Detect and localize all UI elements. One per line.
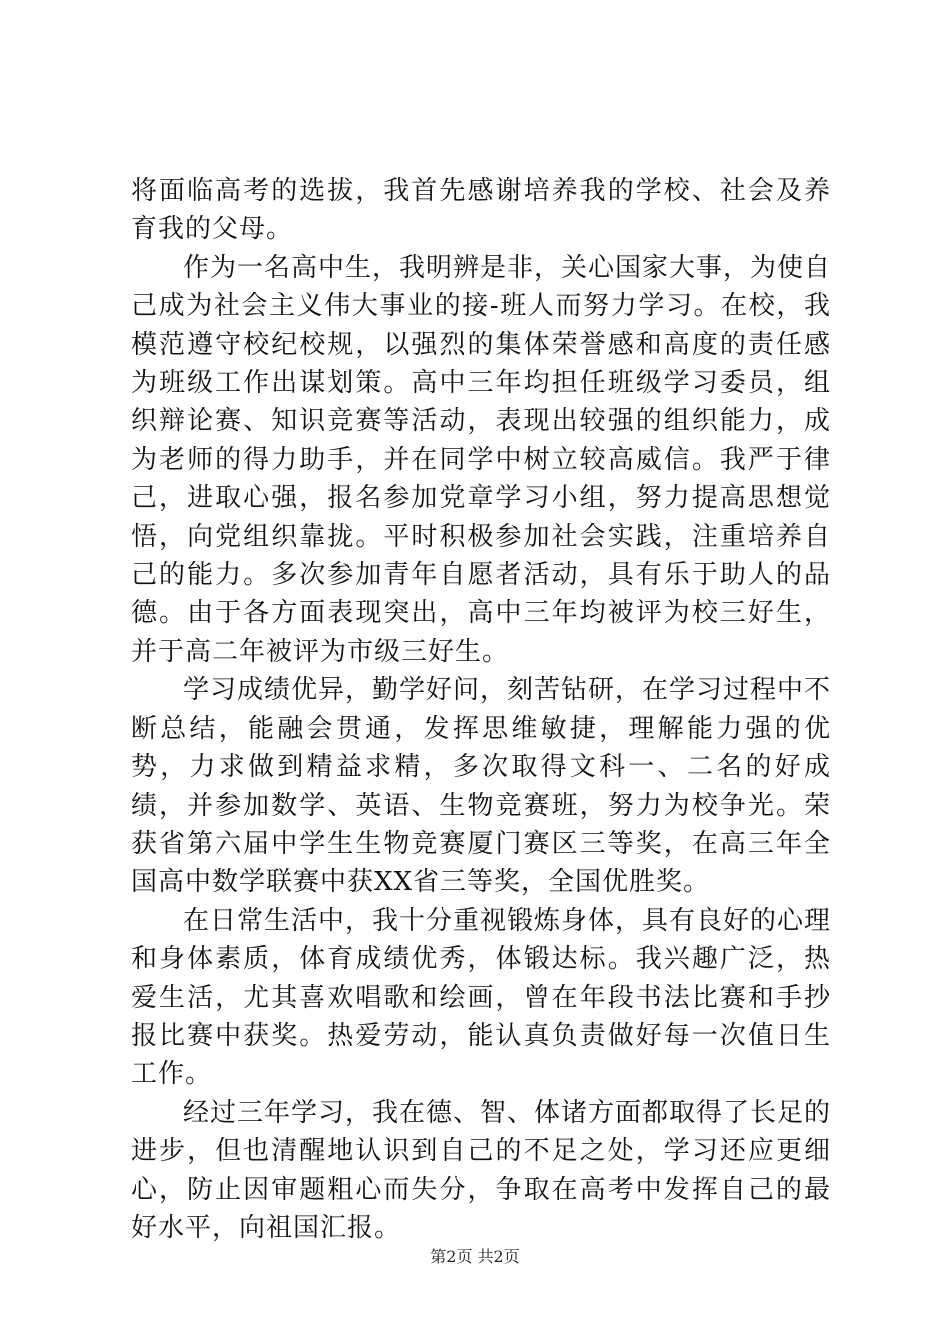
paragraph-2: 作为一名高中生，我明辨是非，关心国家大事，为使自己成为社会主义伟大事业的接-班人而努力学习。在校，我模范遵守校纪校规，以强烈的集体荣誉感和高度的责任感为班级工作出谋划策。高中三年均担任班级学习委员，组织辩论赛、知识竞赛等活动，表现出较强的组织能力，成为老师的得力助手，并在同学中树立较高威信。我严于律己，进取心强，报名参加党章学习小组，努力提高思想觉悟，向党组织靠拢。平时积极参加社会实践，注重培养自己的能力。多次参加青年自愿者活动，具有乐于助人的品德。由于各方面表现突出，高中三年均被评为校三好生，并于高二年被评为市级三好生。 [131,252,832,667]
paragraph-3: 学习成绩优异，勤学好问，刻苦钻研，在学习过程中不断总结，能融会贯通，发挥思维敏捷，理解能力强的优势，力求做到精益求精，多次取得文科一、二名的好成绩，并参加数学、英语、生物竞赛班，努力为校争光。荣获省第六届中学生生物竞赛厦门赛区三等奖，在高三年全国高中数学联赛中获XX省三等奖，全国优胜奖。 [131,675,832,898]
paragraph-5: 经过三年学习，我在德、智、体诸方面都取得了长足的进步，但也清醒地认识到自己的不足之处，学习还应更细心，防止因审题粗心而失分，争取在高考中发挥自己的最好水平，向祖国汇报。 [131,1097,832,1243]
paragraph-1: 将面临高考的选拔，我首先感谢培养我的学校、社会及养育我的父母。 [131,176,831,245]
document-body [131,172,831,1247]
page-footer: 第2页 共2页 [430,1247,520,1266]
paragraph-4: 在日常生活中，我十分重视锻炼身体，具有良好的心理和身体素质，体育成绩优秀，体锻达标。我兴趣广泛，热爱生活，尤其喜欢唱歌和绘画，曾在年段书法比赛和手抄报比赛中获奖。热爱劳动，能认真负责做好每一次值日生工作。 [131,905,832,1090]
